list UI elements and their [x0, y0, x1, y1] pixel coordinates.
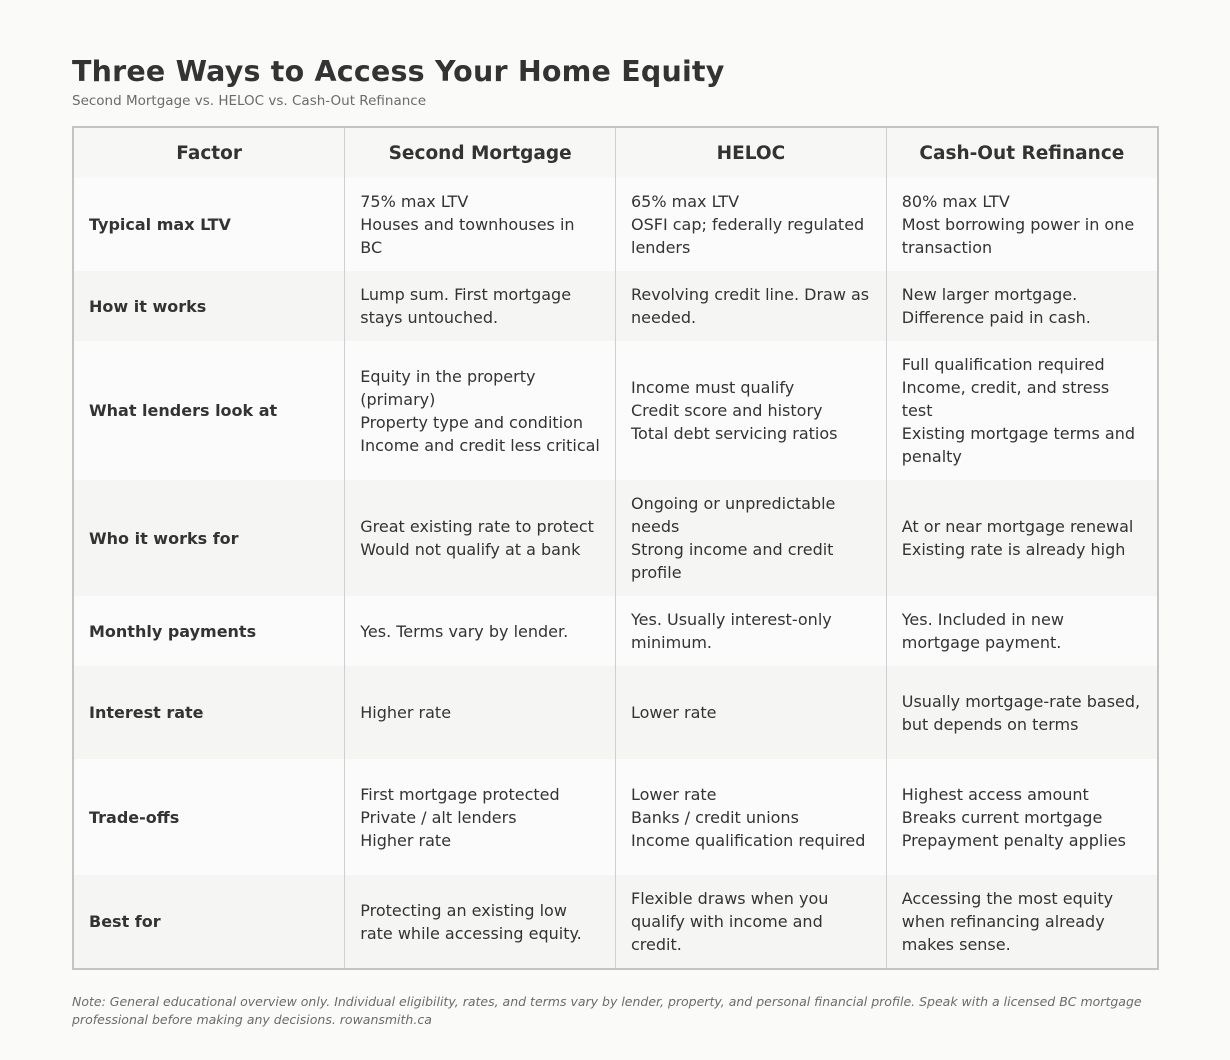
cell-line: Yes. Usually interest-only minimum.: [631, 610, 832, 652]
cell-line: At or near mortgage renewal: [901, 517, 1134, 536]
cell-line: Income must qualify: [631, 378, 795, 397]
table-row: [74, 271, 1157, 341]
cell-line: 80% max LTV: [901, 192, 1010, 211]
table-body: [74, 178, 1157, 968]
cell-heloc: [616, 759, 887, 875]
cell-second-mortgage: [345, 271, 616, 341]
cell-line: Highest access amount: [901, 784, 1089, 804]
cell-line: Usually mortgage-rate based, but depends on terms: [901, 691, 1141, 734]
table-header: [74, 128, 1157, 178]
cell-line: Lower rate: [631, 703, 717, 722]
cell-line: Lump sum. First mortgage stays untouched.: [360, 285, 572, 327]
cell-line: Strong income and credit profile: [631, 540, 834, 582]
cell-heloc: [616, 480, 887, 596]
cell-cash-out-refinance: [886, 480, 1157, 596]
cell-line: New larger mortgage.: [901, 285, 1078, 304]
cell-line: Income qualification required: [631, 830, 866, 850]
header-row: [74, 128, 1157, 178]
cell-second-mortgage: [345, 480, 616, 596]
column-header-cash-out-refinance: Cash-Out Refinance: [886, 128, 1157, 178]
cell-line: Great existing rate to protect: [360, 517, 594, 536]
table-row: [74, 759, 1157, 875]
cell-second-mortgage: [345, 178, 616, 271]
cell-line: Private / alt lenders: [360, 807, 517, 827]
cell-second-mortgage: [345, 875, 616, 968]
cell-line: Most borrowing power in one transaction: [901, 215, 1135, 257]
cell-line: Higher rate: [360, 830, 452, 850]
cell-line: Protecting an existing low rate while accessing equity.: [360, 900, 582, 943]
cell-heloc: [616, 875, 887, 968]
table-row: [74, 666, 1157, 759]
column-header-heloc: HELOC: [616, 128, 887, 178]
cell-line: Equity in the property (primary): [360, 366, 536, 409]
cell-cash-out-refinance: [886, 875, 1157, 968]
cell-second-mortgage: [345, 759, 616, 875]
table-row: [74, 596, 1157, 666]
cell-line: Credit score and history: [631, 401, 823, 420]
table-row: [74, 875, 1157, 968]
row-label: How it works: [74, 271, 345, 341]
cell-cash-out-refinance: [886, 341, 1157, 480]
cell-heloc: [616, 271, 887, 341]
cell-line: Revolving credit line. Draw as needed.: [631, 285, 870, 327]
cell-second-mortgage: [345, 596, 616, 666]
cell-cash-out-refinance: [886, 596, 1157, 666]
cell-line: Income and credit less critical: [360, 435, 600, 455]
cell-line: Flexible draws when you qualify with income and credit.: [631, 889, 829, 954]
cell-heloc: [616, 666, 887, 759]
cell-heloc: [616, 178, 887, 271]
cell-line: Lower rate: [631, 784, 717, 804]
column-header-second-mortgage: Second Mortgage: [345, 128, 616, 178]
cell-cash-out-refinance: [886, 178, 1157, 271]
cell-cash-out-refinance: [886, 271, 1157, 341]
table-row: [74, 341, 1157, 480]
cell-cash-out-refinance: [886, 666, 1157, 759]
row-label: Best for: [74, 875, 345, 968]
cell-line: OSFI cap; federally regulated lenders: [631, 215, 865, 257]
cell-heloc: [616, 341, 887, 480]
row-label: Trade-offs: [74, 759, 345, 875]
cell-second-mortgage: [345, 666, 616, 759]
cell-line: Higher rate: [360, 703, 452, 722]
cell-line: Difference paid in cash.: [901, 308, 1091, 327]
cell-line: Yes. Included in new mortgage payment.: [901, 610, 1064, 652]
cell-cash-out-refinance: [886, 759, 1157, 875]
page-subtitle: Second Mortgage vs. HELOC vs. Cash-Out Refinance: [72, 93, 427, 109]
cell-line: First mortgage protected: [360, 784, 560, 804]
table-row: [74, 480, 1157, 596]
cell-second-mortgage: [345, 341, 616, 480]
cell-line: Houses and townhouses in BC: [360, 215, 575, 257]
cell-line: 75% max LTV: [360, 192, 469, 211]
comparison-table-container: [72, 126, 1159, 970]
cell-heloc: [616, 596, 887, 666]
cell-line: Total debt servicing ratios: [631, 424, 838, 443]
cell-line: Income, credit, and stress test: [901, 378, 1110, 420]
row-label: Monthly payments: [74, 596, 345, 666]
cell-line: Prepayment penalty applies: [901, 830, 1126, 850]
cell-line: Would not qualify at a bank: [360, 540, 581, 559]
column-header-factor: Factor: [74, 128, 345, 178]
cell-line: Yes. Terms vary by lender.: [360, 621, 569, 641]
cell-line: Breaks current mortgage: [901, 807, 1103, 827]
row-label: Interest rate: [74, 666, 345, 759]
footnote: Note: General educational overview only. Individual eligibility, rates, and terms vary by lender, property, and personal financial profile. Speak with a licensed BC mortgage professional before making any decisions. rowansmith.ca: [72, 994, 1142, 1027]
cell-line: Existing mortgage terms and penalty: [901, 424, 1136, 466]
cell-line: Existing rate is already high: [901, 540, 1126, 559]
cell-line: Banks / credit unions: [631, 807, 799, 827]
cell-line: 65% max LTV: [631, 192, 740, 211]
cell-line: Property type and condition: [360, 412, 584, 432]
cell-line: Accessing the most equity when refinancing already makes sense.: [901, 889, 1114, 954]
cell-line: Full qualification required: [901, 355, 1105, 374]
cell-line: Ongoing or unpredictable needs: [631, 494, 836, 536]
table-row: [74, 178, 1157, 271]
comparison-table: [74, 128, 1157, 968]
row-label: What lenders look at: [74, 341, 345, 480]
page-title: Three Ways to Access Your Home Equity: [72, 55, 725, 88]
row-label: Typical max LTV: [74, 178, 345, 271]
row-label: Who it works for: [74, 480, 345, 596]
